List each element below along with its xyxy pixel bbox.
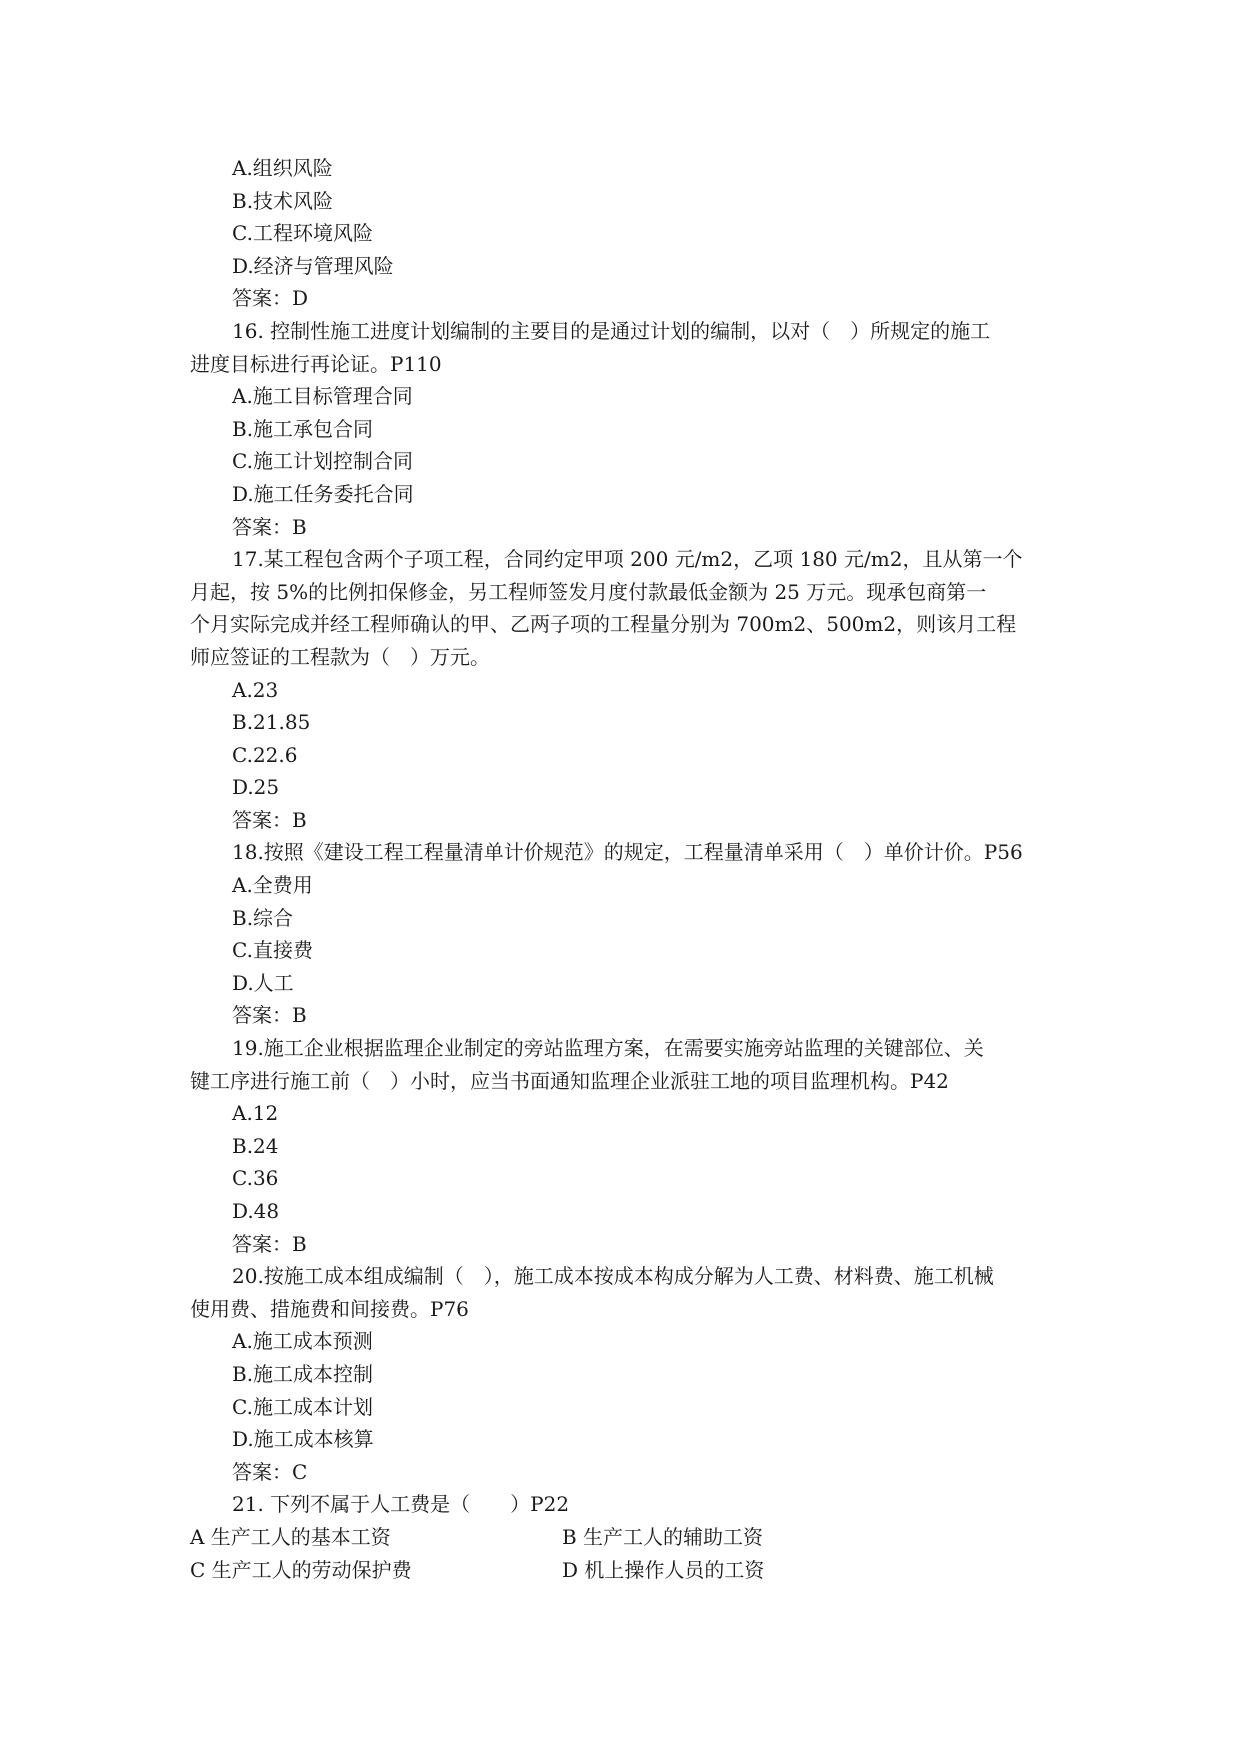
document-content	[190, 152, 1060, 1586]
option-line: B.施工承包合同	[232, 416, 374, 441]
option-line: B.24	[232, 1133, 279, 1158]
option-line: D.25	[232, 775, 280, 800]
option-line: D.经济与管理风险	[232, 253, 394, 278]
question-line: 21. 下列不属于人工费是（ ）P22	[232, 1492, 570, 1517]
answer-line: 答案：B	[232, 1231, 307, 1256]
option-cell: B 生产工人的辅助工资	[562, 1524, 764, 1549]
answer-line: 答案：C	[232, 1459, 308, 1484]
question-line: 师应签证的工程款为（ ）万元。	[190, 644, 490, 669]
answer-line: 答案：B	[232, 807, 307, 832]
option-line: B.施工成本控制	[232, 1361, 374, 1386]
question-line: 键工序进行施工前（ ）小时，应当书面通知监理企业派驻工地的项目监理机构。P42	[190, 1068, 949, 1093]
option-line: C.工程环境风险	[232, 221, 373, 246]
question-line: 使用费、措施费和间接费。P76	[190, 1296, 469, 1321]
question-line: 16. 控制性施工进度计划编制的主要目的是通过计划的编制，以对（ ）所规定的施工	[232, 318, 991, 343]
option-line: B.技术风险	[232, 188, 334, 213]
option-line: B.综合	[232, 905, 294, 930]
option-line: C.施工计划控制合同	[232, 449, 413, 474]
option-cell: D 机上操作人员的工资	[562, 1557, 765, 1582]
option-line: C.施工成本计划	[232, 1394, 373, 1419]
option-line: D.施工任务委托合同	[232, 481, 414, 506]
option-line: D.施工成本核算	[232, 1427, 374, 1452]
option-line: D.人工	[232, 970, 294, 995]
question-line: 18.按照《建设工程工程量清单计价规范》的规定，工程量清单采用（ ）单价计价。P56	[232, 840, 1023, 865]
option-line: A.组织风险	[232, 156, 333, 180]
answer-line: 答案：D	[232, 286, 309, 311]
option-line: A.全费用	[232, 873, 313, 898]
option-cell: C 生产工人的劳动保护费	[190, 1557, 412, 1582]
option-line: A.施工目标管理合同	[232, 384, 413, 409]
options-grid	[190, 1521, 1060, 1586]
question-line: 19.施工企业根据监理企业制定的旁站监理方案，在需要实施旁站监理的关键部位、关	[232, 1036, 984, 1061]
question-line: 17.某工程包含两个子项工程，合同约定甲项 200 元/m2，乙项 180 元/m2，且从第一个	[232, 547, 1023, 572]
option-line: D.48	[232, 1199, 280, 1223]
answer-line: 答案：B	[232, 514, 307, 539]
option-line: C.直接费	[232, 938, 313, 963]
option-line: A.施工成本预测	[232, 1329, 373, 1354]
answer-line: 答案：B	[232, 1003, 307, 1028]
option-line: A.23	[232, 677, 279, 702]
option-line: C.36	[232, 1166, 279, 1191]
question-line: 个月实际完成并经工程师确认的甲、乙两子项的工程量分别为 700m2、500m2，则该月工程	[190, 612, 1017, 637]
question-line: 进度目标进行再论证。P110	[190, 351, 442, 376]
option-line: C.22.6	[232, 742, 298, 767]
question-line: 20.按施工成本组成编制（ ），施工成本按成本构成分解为人工费、材料费、施工机械	[232, 1264, 994, 1289]
option-line: A.12	[232, 1101, 279, 1126]
question-line: 月起，按 5%的比例扣保修金，另工程师签发月度付款最低金额为 25 万元。现承包商第一	[190, 579, 987, 604]
option-line: B.21.85	[232, 710, 311, 735]
option-cell: A 生产工人的基本工资	[190, 1524, 391, 1549]
